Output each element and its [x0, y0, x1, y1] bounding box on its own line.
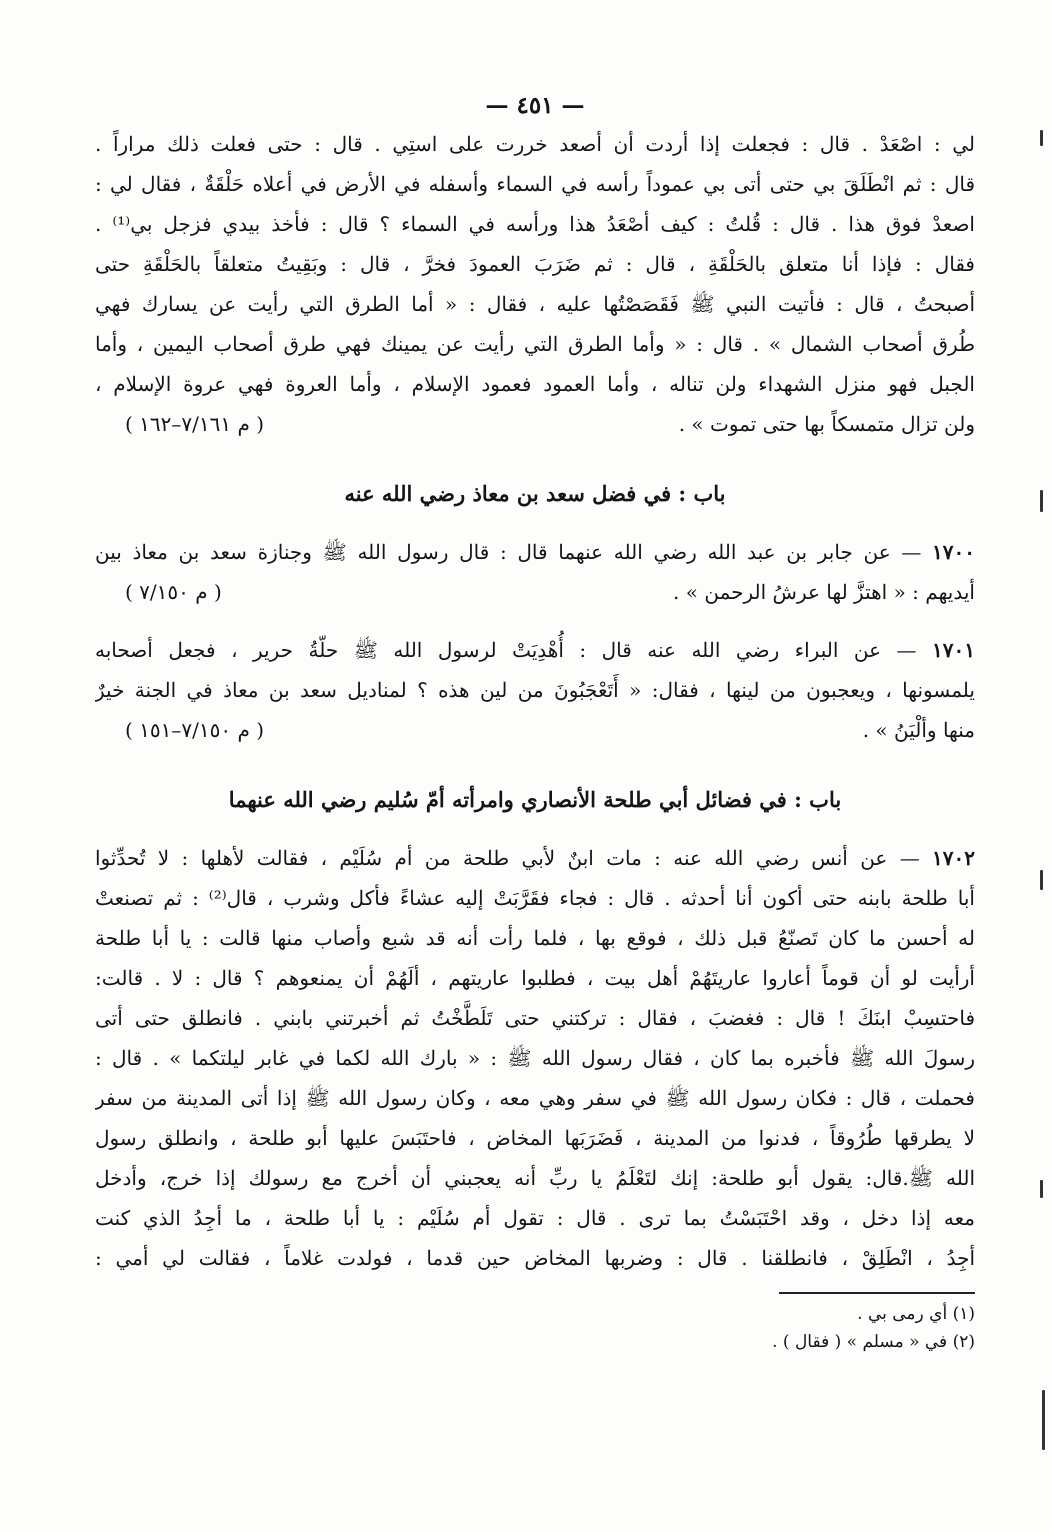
hadith-number: ١٧٠٠	[932, 540, 975, 564]
text-line: فحملت ، قال : فكان رسول الله ﷺ في سفر وهي معه ، وكان رسول الله ﷺ إذا أتى المدينة من سفر	[95, 1086, 975, 1110]
text-line: منها وألْيَنُ » . ( م ٧/١٥٠–١٥١ )	[95, 710, 975, 750]
text-line: ولن تزال متمسكاً بها حتى تموت » . ( م ٧/١٦١–١٦٢ )	[95, 404, 975, 444]
hadith-1701	[95, 630, 975, 750]
hadith-number: ١٧٠٢	[932, 846, 975, 870]
page-number: — ٤٥١ —	[485, 92, 585, 119]
chapter-heading: باب : في فضائل أبي طلحة الأنصاري وامرأته أمّ سُليم رضي الله عنهما	[228, 787, 842, 812]
text-line: لا يطرقها طُرُوقاً ، فدنوا من المدينة ، فَضَرَبَها المخاض ، فاحتَبَسَ عليها أبو طلحة ، وانطلق رسول	[95, 1126, 975, 1150]
text-line: أبا طلحة بابنه حتى أكون أنا أحدثه . قال : فجاء فقَرَّبَتْ إليه عشاءً فأكل وشرب ، قال⁽²⁾ : ثم تصنعتْ	[95, 886, 975, 910]
source-reference: ( م ٧/١٥٠ )	[125, 580, 222, 604]
text-line: أصبحتُ ، قال : فأتيت النبي ﷺ فَقَصَصْتُها عليه ، فقال : « أما الطرق التي رأيت عن يسارك فهي	[95, 292, 975, 316]
margin-mark	[1042, 1390, 1045, 1450]
book-page	[95, 88, 975, 1508]
text-line: فقال : فإذا أنا متعلق بالحَلْقَةِ ، قال : ثم ضَرَبَ العمودَ فخرَّ ، قال : وبَقِيتُ متعلقاً بالحَلْقَةِ حتى	[95, 252, 975, 276]
hadith-number: ١٧٠١	[932, 638, 975, 662]
footnote: (١) أي رمى بي .	[857, 1304, 975, 1324]
footnotes	[95, 1300, 975, 1356]
text-line: ١٧٠١ — عن البراء رضي الله عنه قال : أُهْدِيَتْ لرسول الله ﷺ حلّةُ حرير ، فجعل أصحابه	[95, 638, 975, 662]
text-line: أيديهم : « اهتزَّ لها عرشُ الرحمن » . ( م ٧/١٥٠ )	[95, 572, 975, 612]
hadith-1700	[95, 532, 975, 612]
margin-mark	[1040, 1180, 1043, 1198]
text-line: اصعدْ فوق هذا . قال : قُلتُ : كيف أصْعَدُ هذا ورأسه في السماء ؟ قال : فأخذ بيدي فزجل بي⁽¹⁾ .	[95, 212, 975, 236]
text-line: قال : ثم انْطَلَقَ بي حتى أتى بي عموداً رأسه في السماء وأسفله في الأرض في أعلاه حَلْقَةٌ ، فقال لي :	[95, 172, 975, 196]
text-line: معه إذا دخل ، وقد احْتَبَسْتُ بما ترى . قال : تقول أم سُلَيْم : يا أبا طلحة ، ما أجِدُ الذي كنت	[95, 1206, 975, 1230]
text-line: لي : اصْعَدْ . قال : فجعلت إذا أردت أن أصعد خررت على استِي . قال : حتى فعلت ذلك مراراً .	[95, 132, 975, 156]
text-line: ١٧٠٠ — عن جابر بن عبد الله رضي الله عنهما قال : قال رسول الله ﷺ وجنازة سعد بن معاذ بين	[95, 540, 975, 564]
text-line: أجِدُ ، انْطَلِقْ ، فانطلقنا . قال : وضربها المخاض حين قدما ، فولدت غلاماً ، فقالت لي أمي :	[95, 1246, 975, 1270]
text-line: يلمسونها ، ويعجبون من لينها ، فقال: « أَتَعْجَبُونَ من لين هذه ؟ لمناديل سعد بن معاذ في الجنة خيرٌ	[95, 678, 975, 702]
text-block-continuation	[95, 124, 975, 444]
text-line: الله ﷺ.قال: يقول أبو طلحة: إنك لتَعْلَمُ يا ربِّ أنه يعجبني أن أخرج مع رسولك إذا خرج، وأدخل	[95, 1166, 975, 1190]
source-reference: ( م ٧/١٥٠–١٥١ )	[125, 718, 265, 742]
text-line: له أحسن ما كان تَصنّعُ قبل ذلك ، فوقع بها ، فلما رأت أنه قد شبع وأصاب منها قالت : يا أبا طلحة	[95, 926, 975, 950]
footnote: (٢) في « مسلم » ( فقال ) .	[772, 1332, 975, 1352]
text-line: طُرق أصحاب الشمال » . قال : « وأما الطرق التي رأيت عن يمينك فهي طرق أصحاب اليمين ، وأما	[95, 332, 975, 356]
margin-mark	[1040, 870, 1043, 890]
hadith-1702	[95, 838, 975, 1278]
text-line: الجبل فهو منزل الشهداء ولن تناله ، وأما العمود فعمود الإسلام ، وأما العروة فهي عروة الإسلام ،	[95, 372, 975, 396]
text-line: أرأيت لو أن قوماً أعاروا عاريتَهُمْ أهل بيت ، فطلبوا عاريتهم ، ألَهُمْ أن يمنعوهم ؟ قال : لا . قالت:	[95, 966, 975, 990]
margin-mark	[1040, 130, 1043, 146]
chapter-heading: باب : في فضل سعد بن معاذ رضي الله عنه	[344, 481, 726, 506]
footnote-divider	[779, 1292, 975, 1294]
text-line: فاحتسِبْ ابنَكَ ! قال : فغضبَ ، فقال : تركتني حتى تَلَطَّخْتُ ثم أخبرتني بابني . فانطلق حتى أتى	[95, 1006, 975, 1030]
text-line: ١٧٠٢ — عن أنس رضي الله عنه : مات ابنٌ لأبي طلحة من أم سُلَيْم ، فقالت لأهلها : لا تُحدِّثوا	[95, 846, 975, 870]
text-line: رسولَ الله ﷺ فأخبره بما كان ، فقال رسول الله ﷺ : « بارك الله لكما في غابر ليلتكما » . قال :	[95, 1046, 975, 1070]
source-reference: ( م ٧/١٦١–١٦٢ )	[125, 412, 265, 436]
margin-mark	[1040, 490, 1043, 512]
